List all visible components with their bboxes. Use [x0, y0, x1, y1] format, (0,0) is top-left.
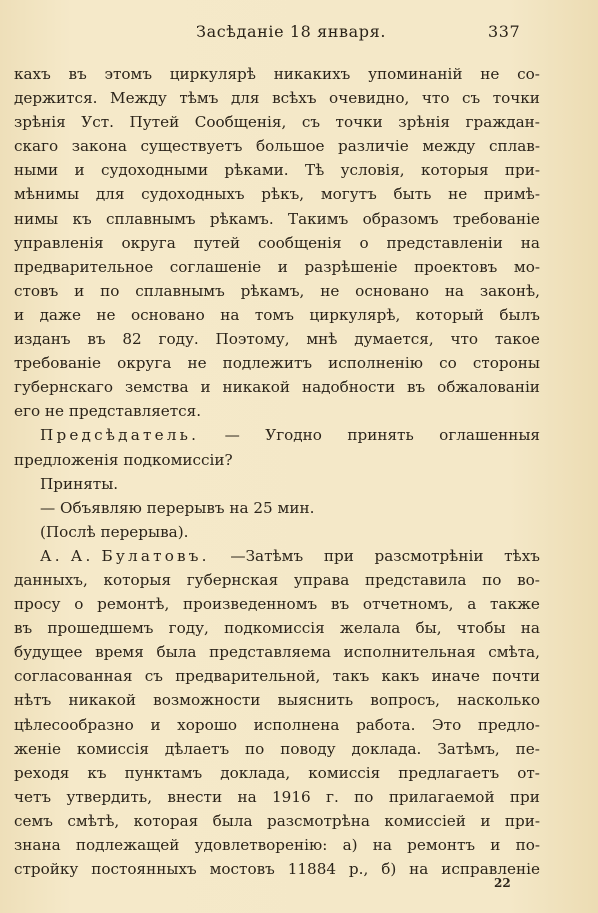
word: реходя [14, 763, 70, 782]
word: представленіи [386, 233, 503, 252]
word: подлежитъ [222, 354, 313, 373]
word: бы, [415, 619, 442, 638]
text-line [14, 568, 540, 592]
word: къ [87, 763, 107, 782]
word: и [277, 257, 288, 276]
page-number: 337 [488, 22, 521, 41]
word: Угодно [265, 426, 322, 445]
word: не [320, 281, 340, 300]
word: представила [364, 570, 467, 589]
text-line [14, 231, 540, 255]
word: скаго [14, 137, 59, 156]
word: основано [355, 281, 429, 300]
word: утвердить, [66, 787, 153, 806]
word: предлагаетъ [398, 763, 500, 782]
word: такое [494, 330, 540, 349]
word: мостовъ [209, 860, 275, 879]
word: примѣ- [483, 185, 540, 204]
text-line [14, 857, 540, 881]
word: точки [492, 89, 540, 108]
word: Такимъ [288, 209, 349, 228]
word: рѣкъ, [261, 185, 305, 204]
word: и [490, 836, 501, 854]
word: со- [517, 65, 540, 83]
word: держится. [14, 89, 98, 108]
word: большое [256, 137, 325, 156]
word: съ [301, 113, 321, 132]
word: округа [121, 233, 176, 252]
word: на [444, 281, 464, 300]
word: доклада. [351, 739, 422, 758]
word: сплавнымъ [106, 209, 196, 228]
word: Уст. [81, 113, 114, 132]
word: а) [342, 836, 358, 854]
word: и [200, 378, 211, 397]
word: на [220, 305, 240, 324]
text-line [14, 327, 540, 351]
line-text: (Послѣ перерыва). [40, 522, 189, 541]
text-line [14, 351, 540, 375]
word: г. [326, 787, 339, 806]
word: б) [381, 860, 397, 879]
word: —Затѣмъ [230, 546, 304, 565]
word: циркулярѣ [169, 65, 256, 83]
word: по [100, 281, 120, 300]
page-header [0, 14, 598, 40]
word: къ [72, 209, 92, 228]
word: выяснить [277, 691, 354, 710]
word: циркулярѣ, [309, 305, 401, 324]
word: данныхъ, [14, 570, 88, 589]
word: прошедшемъ [47, 619, 154, 638]
word: а [467, 595, 477, 614]
word: — [224, 426, 240, 445]
word: съ [144, 667, 163, 686]
text-line [14, 640, 540, 664]
word: управленія [14, 233, 104, 252]
word: стройку [14, 860, 79, 879]
word: р., [348, 860, 369, 879]
word: пе- [515, 739, 540, 758]
word: по [245, 739, 265, 758]
word: думается, [354, 330, 434, 349]
text-line [14, 688, 540, 712]
word: стороны [472, 354, 540, 373]
word: при- [504, 811, 540, 830]
text-line [14, 616, 540, 640]
word: проектовъ [414, 257, 498, 276]
word: исправленіе [441, 860, 540, 879]
word: могутъ [320, 185, 377, 204]
word: съ [462, 89, 481, 108]
line-text: Приняты. [40, 474, 119, 493]
word: подлежащей [75, 836, 180, 854]
word: тѣмъ [179, 89, 219, 108]
word: и [14, 305, 25, 324]
word: возможности [153, 691, 261, 710]
speaker-name: А. А. Булатовъ. [40, 546, 210, 565]
word: постоянныхъ [91, 860, 197, 879]
word: и [74, 281, 85, 300]
word: на [237, 787, 257, 806]
word: закона [71, 137, 127, 156]
text-line [14, 158, 540, 182]
word: 11884 [287, 860, 337, 879]
text-line [14, 182, 540, 206]
word: ными [14, 161, 59, 180]
word: въ [330, 595, 350, 614]
word: дѣлаетъ [164, 739, 230, 758]
word: при [509, 787, 540, 806]
word: округа [117, 354, 172, 373]
word: на [409, 860, 429, 879]
body-text [14, 62, 540, 881]
word: оглашенныя [439, 426, 540, 445]
word: на [520, 619, 540, 638]
word: женіе [14, 739, 61, 758]
text-line [14, 279, 540, 303]
word: доклада, [220, 763, 291, 782]
word: согласованная [14, 667, 133, 686]
text-line [14, 62, 540, 86]
word: изданъ [14, 330, 71, 349]
word: удовлетворенію: [194, 836, 328, 854]
word: была [156, 643, 197, 662]
word: четъ [14, 787, 52, 806]
word: обжалованіи [437, 378, 540, 397]
text-line [14, 399, 540, 423]
word: и [480, 811, 491, 830]
text-line [14, 472, 540, 496]
word: этомъ [104, 65, 153, 83]
word: сплав- [488, 137, 540, 156]
text-line [14, 544, 540, 568]
word: смѣтѣ, [67, 811, 120, 830]
line-text: его не представляется. [14, 402, 202, 421]
word: насколько [457, 691, 540, 710]
word: даже [39, 305, 81, 324]
word: что [421, 89, 450, 108]
text-line [14, 255, 540, 279]
word: который [415, 305, 484, 324]
text-line [14, 737, 540, 761]
word: въ [14, 619, 33, 638]
word: такъ [332, 667, 370, 686]
running-head: Засѣданіе 18 января. [196, 22, 387, 41]
word: 82 [122, 330, 142, 349]
word: по- [515, 836, 540, 854]
line-text: предложенія подкомиссіи? [14, 450, 233, 469]
word: что [450, 330, 479, 349]
word: семъ [14, 811, 53, 830]
word: не [96, 305, 116, 324]
word: нимы [14, 209, 59, 228]
word: зрѣнія [14, 113, 66, 132]
word: мнѣ [306, 330, 338, 349]
word: вопросъ, [370, 691, 440, 710]
word: нѣтъ [14, 691, 52, 710]
word: исполненію [328, 354, 424, 373]
word: условія, [340, 161, 405, 180]
word: комиссія [308, 763, 381, 782]
word: принять [347, 426, 414, 445]
word: требованіе [452, 209, 540, 228]
text-line [14, 833, 540, 857]
word: году, [168, 619, 209, 638]
word: никакой [68, 691, 137, 710]
word: не [480, 65, 500, 83]
word: губернская [186, 570, 279, 589]
word: законѣ, [479, 281, 540, 300]
word: разрѣшеніе [304, 257, 398, 276]
word: Затѣмъ, [437, 739, 500, 758]
word: 1916 [272, 787, 311, 806]
word: точки [335, 113, 383, 132]
word: судоходными [100, 161, 209, 180]
word: быть [393, 185, 432, 204]
word: пунктамъ [124, 763, 203, 782]
text-line [14, 423, 540, 447]
word: земства [124, 378, 189, 397]
word: просу [14, 595, 61, 614]
word: которыя [103, 570, 172, 589]
word: граждан- [465, 113, 540, 132]
word: исполнительная [343, 643, 476, 662]
word: на [372, 836, 392, 854]
word: при [323, 546, 354, 565]
word: и [74, 161, 85, 180]
word: мо- [513, 257, 540, 276]
word: основано [130, 305, 205, 324]
word: очевидно, [329, 89, 410, 108]
word: предварительной, [175, 667, 321, 686]
text-line [14, 303, 540, 327]
word: чтобы [456, 619, 506, 638]
word: внести [167, 787, 223, 806]
word: цѣлесообразно [14, 715, 134, 734]
word: соглашеніе [169, 257, 262, 276]
word: стовъ [14, 281, 59, 300]
text-line [14, 448, 540, 472]
word: также [490, 595, 540, 614]
word: сплавнымъ [135, 281, 225, 300]
text-line [14, 86, 540, 110]
text-line [14, 785, 540, 809]
word: почти [492, 667, 540, 686]
word: Это [432, 715, 462, 734]
word: мѣнимы [14, 185, 80, 204]
word: образомъ [362, 209, 439, 228]
word: зрѣнія [398, 113, 451, 132]
word: Поэтому, [215, 330, 290, 349]
word: на [520, 233, 540, 252]
word: никакой [222, 378, 291, 397]
word: никакихъ [273, 65, 351, 83]
word: время [95, 643, 144, 662]
word: произведенномъ [183, 595, 318, 614]
word: тѣхъ [504, 546, 540, 565]
text-line [14, 592, 540, 616]
word: управа [293, 570, 350, 589]
word: разсмотрѣна [266, 811, 370, 830]
word: иначе [431, 667, 480, 686]
text-line [14, 375, 540, 399]
word: различіе [338, 137, 409, 156]
word: хорошо [177, 715, 238, 734]
word: будущее [14, 643, 83, 662]
text-line [14, 809, 540, 833]
word: всѣхъ [272, 89, 317, 108]
word: упоминаній [368, 65, 463, 83]
word: существуетъ [140, 137, 243, 156]
word: знана [14, 836, 61, 854]
word: въ [406, 378, 426, 397]
word: желала [339, 619, 401, 638]
word: былъ [499, 305, 540, 324]
word: рѣкамъ. [209, 209, 274, 228]
word: исполнена [253, 715, 340, 734]
word: прилагаемой [388, 787, 495, 806]
word: ремонтъ [407, 836, 476, 854]
word: комиссія [76, 739, 149, 758]
word: надобности [301, 378, 396, 397]
text-line [14, 134, 540, 158]
word: судоходныхъ [141, 185, 245, 204]
word: комиссіей [384, 811, 466, 830]
word: Сообщенія, [194, 113, 287, 132]
word: кахъ [14, 65, 51, 83]
word: поводу [280, 739, 336, 758]
word: Между [110, 89, 167, 108]
word: предло- [477, 715, 540, 734]
word: ремонтѣ, [97, 595, 170, 614]
word: по [482, 570, 502, 589]
word: въ [87, 330, 106, 349]
line-text: — Объявляю перерывъ на 25 мин. [40, 498, 315, 517]
word: подкомиссія [224, 619, 325, 638]
word: требованіе [14, 354, 101, 373]
word: при- [504, 161, 540, 180]
text-line [14, 520, 540, 544]
word: губернскаго [14, 378, 114, 397]
word: для [230, 89, 260, 108]
word: не [187, 354, 207, 373]
word: по [354, 787, 374, 806]
text-line [14, 664, 540, 688]
word: о [74, 595, 84, 614]
word: которыя [420, 161, 489, 180]
word: предварительное [14, 257, 154, 276]
speaker-name: Предсѣдатель. [40, 426, 200, 445]
word: не [448, 185, 468, 204]
word: сообщенія [258, 233, 342, 252]
word: представляема [209, 643, 331, 662]
word: отчетномъ, [362, 595, 454, 614]
word: которая [133, 811, 199, 830]
word: между [422, 137, 476, 156]
word: рѣками. [224, 161, 289, 180]
text-line [14, 496, 540, 520]
word: рѣкамъ, [240, 281, 305, 300]
word: Тѣ [304, 161, 325, 180]
word: году. [158, 330, 199, 349]
word: томъ [254, 305, 294, 324]
word: была [212, 811, 253, 830]
word: смѣта, [488, 643, 540, 662]
word: какъ [381, 667, 420, 686]
word: путей [193, 233, 241, 252]
word: о [359, 233, 369, 252]
word: и [150, 715, 161, 734]
text-line [14, 207, 540, 231]
word: разсмотрѣніи [374, 546, 484, 565]
word: въ [68, 65, 87, 83]
word: Путей [129, 113, 180, 132]
text-line [14, 713, 540, 737]
printer-signature-mark: 22 [494, 876, 511, 890]
text-line [14, 761, 540, 785]
word: от- [517, 763, 540, 782]
word: со [439, 354, 457, 373]
text-line [14, 110, 540, 134]
word: работа. [356, 715, 416, 734]
word: во- [517, 570, 540, 589]
word: для [95, 185, 125, 204]
